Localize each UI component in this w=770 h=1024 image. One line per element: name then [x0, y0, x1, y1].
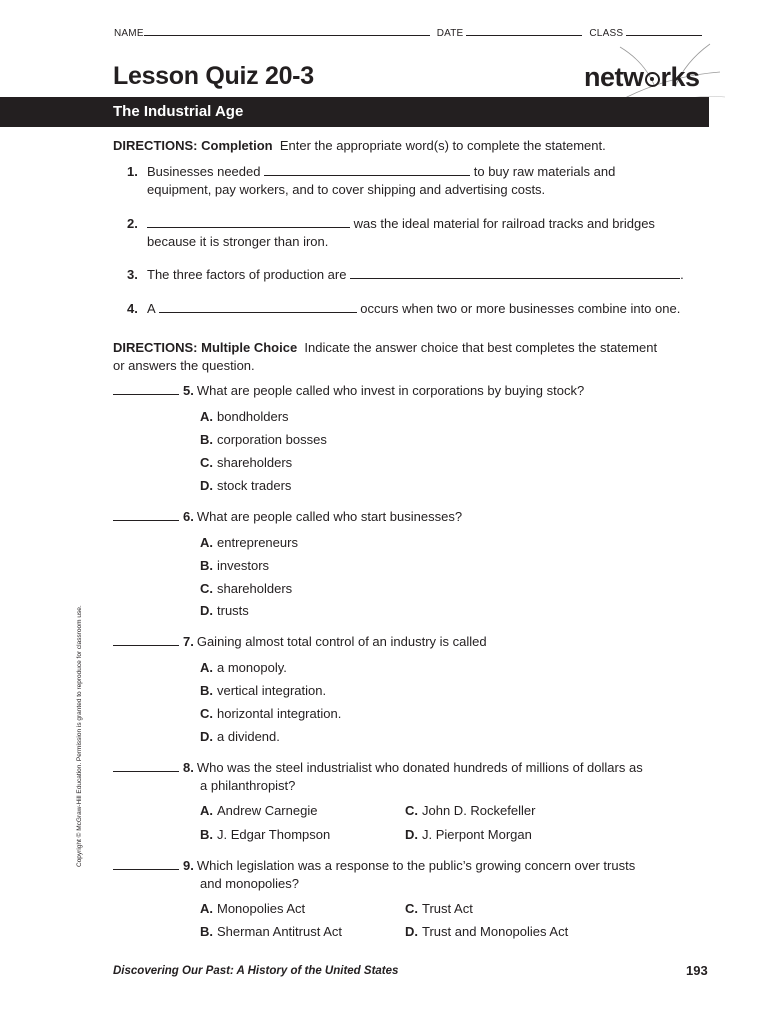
class-field[interactable] [626, 26, 702, 36]
mc-question-8: 8. Who was the steel industrialist who donated hundreds of millions of dollars as a philanthropist? [113, 759, 718, 795]
option: C. shareholders [200, 581, 293, 596]
option: D. a dividend. [200, 729, 280, 744]
section-banner [0, 97, 709, 127]
option: B. corporation bosses [200, 432, 327, 447]
answer-blank[interactable] [159, 301, 357, 313]
completion-question-2: 2. was the ideal material for railroad tracks and bridges because it is stronger than iron. [127, 216, 655, 249]
option: C. John D. Rockefeller [405, 803, 536, 818]
copyright-notice: Copyright © McGraw-Hill Education. Permission is granted to reproduce for classroom use. [76, 605, 83, 867]
section-title: The Industrial Age [113, 103, 244, 120]
name-field[interactable] [144, 26, 430, 36]
option: D. Trust and Monopolies Act [405, 924, 569, 939]
option: A. a monopoly. [200, 660, 287, 675]
option: B. Sherman Antitrust Act [200, 924, 343, 939]
answer-blank[interactable] [113, 858, 179, 870]
option: B. investors [200, 558, 270, 573]
option: C. horizontal integration. [200, 706, 342, 721]
option: A. bondholders [200, 409, 289, 424]
option: D. J. Pierpont Morgan [405, 827, 532, 842]
option: A. entrepreneurs [200, 535, 298, 550]
mc-question-7: 7. Gaining almost total control of an industry is called [113, 633, 718, 651]
name-label: NAME [114, 28, 144, 39]
option: A. Monopolies Act [200, 901, 306, 916]
option: C. shareholders [200, 455, 293, 470]
completion-directions: DIRECTIONS: Completion Enter the appropriate word(s) to complete the statement. [113, 138, 606, 153]
answer-blank[interactable] [147, 216, 350, 228]
date-label: DATE [436, 28, 464, 39]
answer-blank[interactable] [350, 267, 680, 279]
answer-blank[interactable] [113, 509, 179, 521]
completion-question-1: 1. Businesses needed to buy raw materials and equipment, pay workers, and to cover shipping and advertising costs. [127, 164, 616, 197]
completion-question-3: 3. The three factors of production are . [127, 267, 684, 282]
option: C. Trust Act [405, 901, 473, 916]
student-info-line [114, 26, 702, 39]
option: B. vertical integration. [200, 683, 327, 698]
answer-blank[interactable] [264, 164, 470, 176]
class-label: CLASS [589, 28, 624, 39]
globe-icon [645, 72, 660, 87]
option: D. stock traders [200, 478, 292, 493]
mc-question-6: 6. What are people called who start businesses? [113, 508, 718, 526]
book-title: Discovering Our Past: A History of the United States [113, 965, 399, 977]
date-field[interactable] [466, 26, 582, 36]
answer-blank[interactable] [113, 760, 179, 772]
answer-blank[interactable] [113, 383, 179, 395]
page-number: 193 [686, 963, 708, 978]
option: B. J. Edgar Thompson [200, 827, 331, 842]
completion-question-4: 4. A occurs when two or more businesses combine into one. [127, 301, 681, 316]
answer-blank[interactable] [113, 634, 179, 646]
multiple-choice-directions: DIRECTIONS: Multiple Choice Indicate the answer choice that best completes the statement or answers the question. [113, 340, 658, 373]
page-title: Lesson Quiz 20-3 [113, 62, 314, 90]
mc-question-5: 5. What are people called who invest in corporations by buying stock? [113, 382, 718, 400]
option: A. Andrew Carnegie [200, 803, 318, 818]
mc-question-9: 9. Which legislation was a response to the public’s growing concern over trusts and monopolies? [113, 857, 718, 893]
option: D. trusts [200, 603, 249, 618]
networks-logo: netw rks [584, 62, 700, 92]
